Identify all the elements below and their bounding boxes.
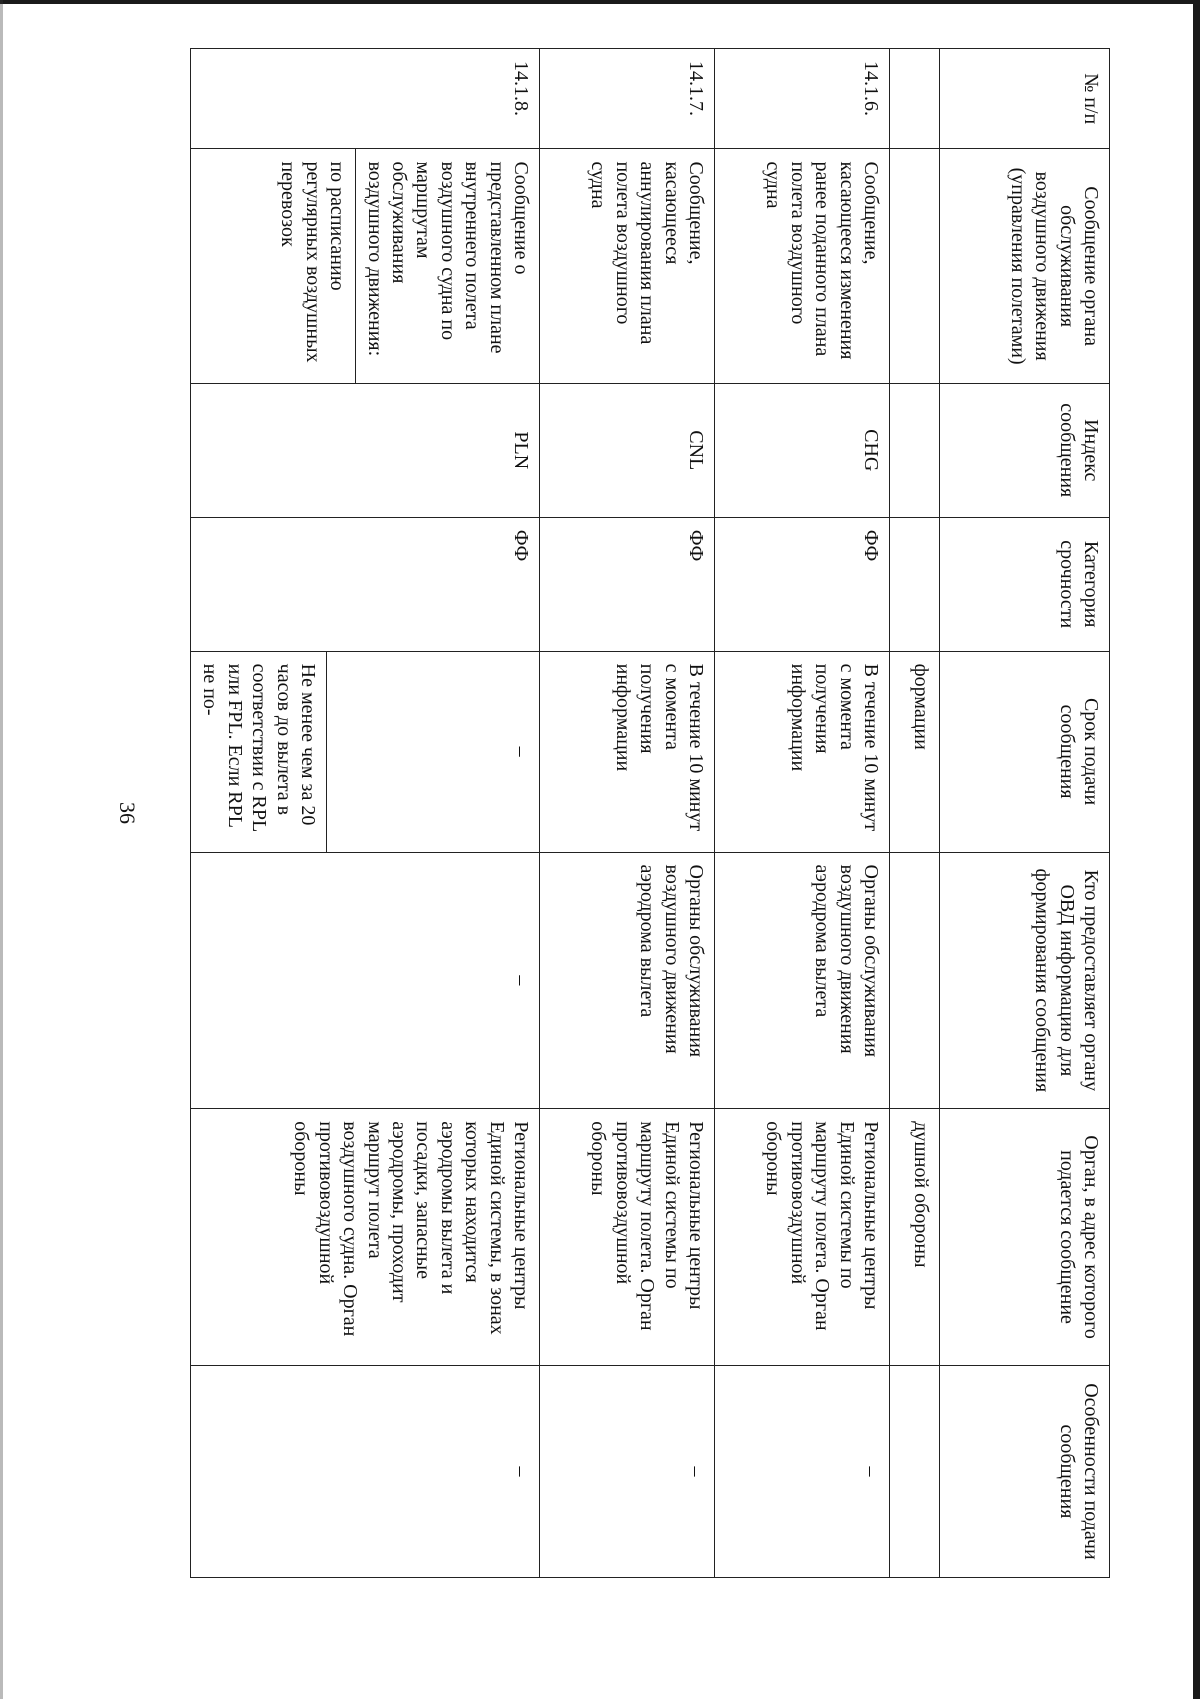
- row-recipient: Региональные центры Единой системы, в зонах которых находится аэродромы вылета и посадки, запасные аэродромы, проходит маршрут полета воздушного судна. Орган противовоздушной обороны: [191, 1109, 540, 1366]
- header-provider: Кто предоставляет органу ОВД информацию для формирования сообщения: [940, 852, 1110, 1109]
- table-row: [715, 49, 890, 1578]
- row-category: ФФ: [715, 517, 890, 651]
- scan-edge-right: [1193, 0, 1200, 1699]
- row-category: ФФ: [540, 517, 715, 651]
- header-row: [940, 49, 1110, 1578]
- row-index: CHG: [715, 383, 890, 517]
- continuation-row: [890, 49, 940, 1578]
- rotated-page: [70, 48, 1170, 1578]
- header-num: № п/п: [940, 49, 1110, 149]
- header-message: Сообщение органа обслуживания воздушного движения (управления полетами): [940, 149, 1110, 383]
- row-index: CNL: [540, 383, 715, 517]
- row-features: –: [191, 1365, 540, 1577]
- row-provider: Органы обслуживания воздушного движения аэродрома вылета: [715, 852, 890, 1109]
- row-recipient: Региональные центры Единой системы по маршруту полета. Орган противовоздушной обороны: [540, 1109, 715, 1366]
- continuation-deadline: формации: [890, 651, 940, 852]
- row-category: ФФ: [191, 517, 540, 651]
- row-num: 14.1.8.: [191, 49, 540, 149]
- scan-edge-left: [0, 0, 3, 1699]
- row-message: Сообщение, касающееся изменения ранее поданного плана полета воздушного судна: [715, 149, 890, 383]
- row-num: 14.1.6.: [715, 49, 890, 149]
- table-row: [191, 49, 540, 1578]
- row-recipient: Региональные центры Единой системы по маршруту полета. Орган противовоздушной обороны: [715, 1109, 890, 1366]
- row-provider: Органы обслуживания воздушного движения аэродрома вылета: [540, 852, 715, 1109]
- row-message: Сообщение, касающееся аннулирования плана полета воздушного судна: [540, 149, 715, 383]
- row-deadline: В течение 10 минут с момента получения информации: [715, 651, 890, 852]
- row-sub-message: по расписанию регулярных воздушных перевозок: [276, 149, 356, 382]
- row-num: 14.1.7.: [540, 49, 715, 149]
- header-recipient: Орган, в адрес которого подается сообщение: [940, 1109, 1110, 1366]
- table-row: [540, 49, 715, 1578]
- page-number: 36: [115, 802, 140, 824]
- row-provider: –: [191, 852, 540, 1109]
- header-index: Индекс сообщения: [940, 383, 1110, 517]
- row-features: –: [540, 1365, 715, 1577]
- message-table: [190, 48, 1110, 1578]
- row-features: –: [715, 1365, 890, 1577]
- header-category: Категория срочности: [940, 517, 1110, 651]
- scan-edge-top: [0, 0, 1200, 4]
- continuation-recipient: душной обороны: [890, 1109, 940, 1366]
- row-message: Сообщение о представленном плане внутреннего полета воздушного судна по маршрутам обслуживания воздушного движения:: [363, 161, 532, 357]
- row-index: PLN: [191, 383, 540, 517]
- row-deadline: В течение 10 минут с момента получения информации: [540, 651, 715, 852]
- row-deadline: –: [510, 746, 532, 757]
- row-deadline-cell: [191, 651, 540, 852]
- row-message-cell: [191, 149, 540, 383]
- row-sub-deadline: Не менее чем за 20 часов до вылета в соответствии с RPL или FPL. Если RPL не по-: [192, 652, 327, 852]
- header-features: Особенности подачи сообщения: [940, 1365, 1110, 1577]
- header-deadline: Срок подачи сообщения: [940, 651, 1110, 852]
